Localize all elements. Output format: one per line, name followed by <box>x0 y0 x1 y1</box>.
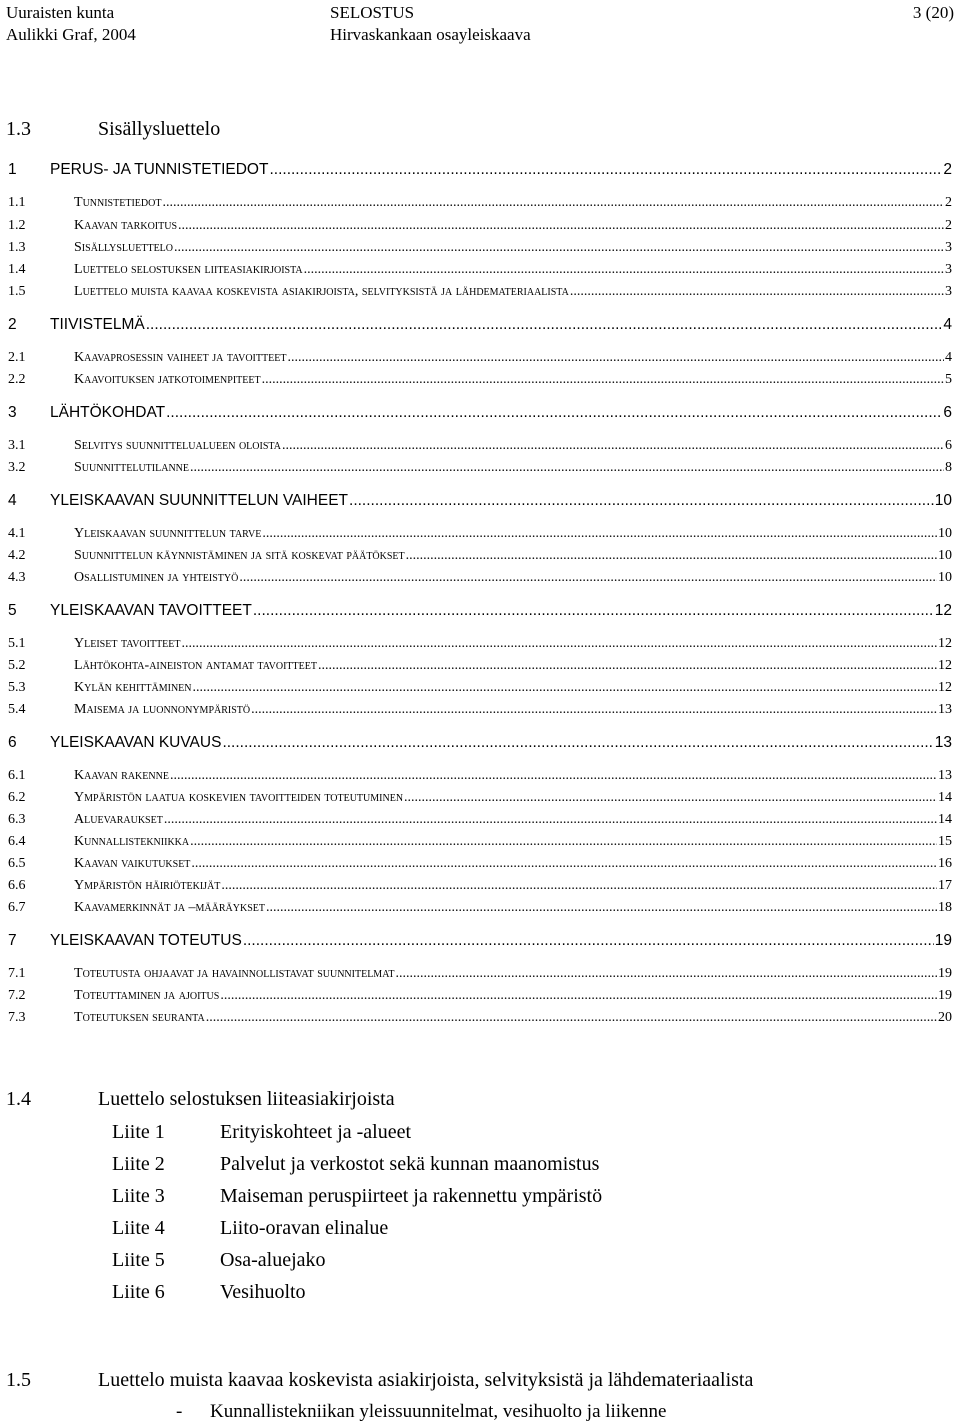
annex-item <box>112 1121 411 1144</box>
toc-dot-leader <box>190 834 937 850</box>
toc-entry-page: 6 <box>943 404 952 421</box>
other-docs-heading <box>6 1369 753 1392</box>
toc-dot-leader <box>253 602 934 620</box>
toc-entry-title: kaavamerkinnät ja –määräykset <box>74 900 265 915</box>
toc-entry-page: 19 <box>938 966 952 981</box>
annex-title: Maiseman peruspiirteet ja rakennettu ympäristö <box>220 1185 603 1207</box>
toc-entry[interactable] <box>8 570 952 586</box>
toc-entry-title: luettelo selostuksen liiteasiakirjoista <box>74 262 303 277</box>
toc-entry-title: maisema ja luonnonympäristö <box>74 702 251 717</box>
toc-entry-page: 10 <box>934 492 952 509</box>
annex-heading-number: 1.4 <box>6 1088 31 1110</box>
toc-entry-title: suunnittelun käynnistäminen ja sitä koskevat päätökset <box>74 548 405 563</box>
toc-entry-page: 5 <box>945 372 952 387</box>
toc-entry-number: 7 <box>8 932 17 949</box>
toc-entry-number: 7.2 <box>8 988 26 1003</box>
annex-title: Palvelut ja verkostot sekä kunnan maanomistus <box>220 1153 600 1175</box>
toc-entry[interactable] <box>8 702 952 718</box>
toc-entry[interactable] <box>8 966 952 982</box>
toc-entry-page: 20 <box>938 1010 952 1025</box>
toc-entry[interactable] <box>8 680 952 696</box>
toc-entry[interactable] <box>8 548 952 564</box>
toc-entry[interactable] <box>8 316 952 334</box>
toc-entry[interactable] <box>8 492 952 510</box>
toc-entry-page: 3 <box>945 240 952 255</box>
toc-dot-leader <box>190 460 944 476</box>
toc-entry[interactable] <box>8 988 952 1004</box>
toc-entry-title: selvitys suunnittelualueen oloista <box>74 438 281 453</box>
toc-entry-number: 7.1 <box>8 966 26 981</box>
toc-entry-number: 1.5 <box>8 284 26 299</box>
toc-entry-page: 19 <box>938 988 952 1003</box>
toc-dot-leader <box>269 161 942 179</box>
toc-entry[interactable] <box>8 218 952 234</box>
page-header <box>0 0 960 46</box>
toc-dot-leader <box>266 900 937 916</box>
toc-entry-page: 3 <box>945 262 952 277</box>
toc-dot-leader <box>220 988 937 1004</box>
toc-entry-title: ympäristön häiriötekijät <box>74 878 221 893</box>
header-doc-name: Hirvaskankaan osayleiskaava <box>330 25 531 44</box>
annex-label: Liite 3 <box>112 1185 165 1207</box>
annex-label: Liite 5 <box>112 1249 165 1271</box>
toc-entry-page: 6 <box>945 438 952 453</box>
toc-dot-leader <box>174 240 944 256</box>
toc-entry-title: yleiskaavan suunnittelun tarve <box>74 526 262 541</box>
toc-dot-leader <box>178 218 944 234</box>
toc-entry-title: luettelo muista kaavaa koskevista asiakirjoista, selvityksistä ja lähdemateriaalista <box>74 284 569 299</box>
toc-entry-title: TIIVISTELMÄ <box>50 316 145 333</box>
toc-entry-title: kylän kehittäminen <box>74 680 192 695</box>
toc-entry-number: 1.4 <box>8 262 26 277</box>
other-docs-item-text: Kunnallistekniikan yleissuunnitelmat, vesihuolto ja liikenne <box>210 1401 667 1422</box>
toc-dot-leader <box>282 438 944 454</box>
toc-entry-title: lähtökohta-aineiston antamat tavoitteet <box>74 658 317 673</box>
toc-dot-leader <box>170 768 937 784</box>
toc-entry-number: 6.7 <box>8 900 26 915</box>
toc-dot-leader <box>262 526 937 542</box>
toc-dot-leader <box>191 856 937 872</box>
annex-item <box>112 1185 602 1208</box>
toc-dot-leader <box>221 878 937 894</box>
toc-entry[interactable] <box>8 372 952 388</box>
annex-title: Osa-aluejako <box>220 1249 326 1271</box>
toc-entry-number: 5.2 <box>8 658 26 673</box>
annex-heading-title: Luettelo selostuksen liiteasiakirjoista <box>98 1088 395 1110</box>
toc-entry-number: 6.5 <box>8 856 26 871</box>
toc-entry-title: aluevaraukset <box>74 812 163 827</box>
toc-dot-leader <box>146 316 943 334</box>
toc-entry-number: 2.1 <box>8 350 26 365</box>
toc-entry-number: 2 <box>8 316 17 333</box>
toc-entry-title: LÄHTÖKOHDAT <box>50 404 166 421</box>
list-dash: - <box>176 1401 183 1422</box>
toc-entry-number: 1.1 <box>8 195 26 210</box>
toc-entry-page: 10 <box>938 548 952 563</box>
toc-entry[interactable] <box>8 1010 952 1026</box>
toc-dot-leader <box>404 790 937 806</box>
toc-entry-title: kaavaprosessin vaiheet ja tavoitteet <box>74 350 287 365</box>
annex-title: Liito-oravan elinalue <box>220 1217 389 1239</box>
annex-item <box>112 1249 326 1272</box>
annex-item <box>112 1153 599 1176</box>
toc-entry-number: 4.1 <box>8 526 26 541</box>
toc-dot-leader <box>395 966 937 982</box>
toc-dot-leader <box>162 195 944 211</box>
annex-title: Vesihuolto <box>220 1281 306 1303</box>
toc-entry-title: yleiset tavoitteet <box>74 636 181 651</box>
toc-entry-number: 1.3 <box>8 240 26 255</box>
toc-entry-number: 5.4 <box>8 702 26 717</box>
toc-entry-title: toteutuksen seuranta <box>74 1010 205 1025</box>
toc-dot-leader <box>164 812 937 828</box>
toc-entry-title: toteutusta ohjaavat ja havainnollistavat suunnitelmat <box>74 966 395 981</box>
toc-heading-title: Sisällysluettelo <box>98 118 221 140</box>
toc-entry-page: 14 <box>938 790 952 805</box>
toc-entry-page: 2 <box>945 195 952 210</box>
toc-entry-page: 4 <box>943 316 952 333</box>
toc-entry-number: 2.2 <box>8 372 26 387</box>
toc-dot-leader <box>222 734 933 752</box>
toc-entry-page: 8 <box>945 460 952 475</box>
toc-entry[interactable] <box>8 284 952 300</box>
toc-entry-title: YLEISKAAVAN KUVAUS <box>50 734 222 751</box>
header-page-number: 3 (20) <box>912 3 954 22</box>
toc-entry[interactable] <box>8 161 952 179</box>
toc-dot-leader <box>206 1010 937 1026</box>
header-org: Uuraisten kunta <box>6 3 115 22</box>
toc-entry[interactable] <box>8 262 952 278</box>
toc-entry[interactable] <box>8 834 952 850</box>
toc-entry-page: 10 <box>938 526 952 541</box>
other-docs-item <box>176 1401 666 1423</box>
toc-entry-page: 12 <box>934 602 952 619</box>
toc-entry-number: 6.2 <box>8 790 26 805</box>
toc-entry-title: kaavan rakenne <box>74 768 169 783</box>
toc-entry[interactable] <box>8 636 952 652</box>
toc-entry-page: 10 <box>938 570 952 585</box>
toc-entry-number: 6 <box>8 734 17 751</box>
toc-entry-title: kaavoituksen jatkotoimenpiteet <box>74 372 261 387</box>
toc-entry-page: 2 <box>945 218 952 233</box>
toc-dot-leader <box>349 492 934 510</box>
toc-entry-number: 5.1 <box>8 636 26 651</box>
toc-entry-title: kaavan vaikutukset <box>74 856 191 871</box>
toc-entry-page: 15 <box>938 834 952 849</box>
toc-entry-title: YLEISKAAVAN TOTEUTUS <box>50 932 242 949</box>
toc-entry-page: 12 <box>938 658 952 673</box>
toc-dot-leader <box>287 350 944 366</box>
toc-entry[interactable] <box>8 460 952 476</box>
toc-entry[interactable] <box>8 812 952 828</box>
toc-entry[interactable] <box>8 350 952 366</box>
toc-entry-page: 13 <box>938 702 952 717</box>
toc-entry-number: 1 <box>8 161 17 178</box>
toc-entry-title: tunnistetiedot <box>74 195 162 210</box>
toc-dot-leader <box>304 262 944 278</box>
toc-entry-title: kunnallistekniikka <box>74 834 190 849</box>
other-docs-heading-number: 1.5 <box>6 1369 31 1391</box>
toc-entry-page: 4 <box>945 350 952 365</box>
toc-entry-number: 6.4 <box>8 834 26 849</box>
toc-entry-number: 3 <box>8 404 17 421</box>
toc-entry-title: toteuttaminen ja ajoitus <box>74 988 220 1003</box>
annex-heading <box>6 1088 395 1111</box>
header-doc-type: SELOSTUS <box>330 3 415 22</box>
toc-entry[interactable] <box>8 658 952 674</box>
toc-entry-title: kaavan tarkoitus <box>74 218 178 233</box>
toc-entry-number: 4 <box>8 492 17 509</box>
toc-entry[interactable] <box>8 932 952 950</box>
toc-dot-leader <box>166 404 942 422</box>
toc-entry-number: 6.1 <box>8 768 26 783</box>
toc-dot-leader <box>182 636 937 652</box>
toc-entry[interactable] <box>8 195 952 211</box>
toc-entry-number: 6.6 <box>8 878 26 893</box>
toc-dot-leader <box>406 548 937 564</box>
toc-entry-page: 19 <box>934 932 952 949</box>
annex-label: Liite 1 <box>112 1121 165 1143</box>
toc-entry-title: YLEISKAAVAN TAVOITTEET <box>50 602 252 619</box>
annex-item <box>112 1217 388 1240</box>
toc-entry-number: 5.3 <box>8 680 26 695</box>
toc-entry-number: 7.3 <box>8 1010 26 1025</box>
toc-entry-number: 4.2 <box>8 548 26 563</box>
toc-entry[interactable] <box>8 602 952 620</box>
toc-heading-number: 1.3 <box>6 118 31 140</box>
toc-entry-title: YLEISKAAVAN SUUNNITTELUN VAIHEET <box>50 492 349 509</box>
annex-label: Liite 2 <box>112 1153 165 1175</box>
toc-entry[interactable] <box>8 768 952 784</box>
toc-entry-page: 14 <box>938 812 952 827</box>
toc-dot-leader <box>318 658 937 674</box>
header-author: Aulikki Graf, 2004 <box>6 25 136 44</box>
toc-dot-leader <box>243 932 934 950</box>
toc-dot-leader <box>251 702 937 718</box>
toc-entry-page: 16 <box>938 856 952 871</box>
toc-entry-number: 6.3 <box>8 812 26 827</box>
toc-entry-title: sisällysluettelo <box>74 240 174 255</box>
toc-entry-page: 13 <box>934 734 952 751</box>
toc-entry-number: 3.2 <box>8 460 26 475</box>
toc-entry-number: 4.3 <box>8 570 26 585</box>
toc-entry[interactable] <box>8 526 952 542</box>
toc-entry-page: 17 <box>938 878 952 893</box>
toc-entry-number: 3.1 <box>8 438 26 453</box>
annex-label: Liite 6 <box>112 1281 165 1303</box>
annex-item <box>112 1281 306 1304</box>
toc-heading <box>6 118 220 141</box>
toc-entry-number: 5 <box>8 602 17 619</box>
toc-entry[interactable] <box>8 438 952 454</box>
toc-entry-page: 3 <box>945 284 952 299</box>
toc-entry[interactable] <box>8 878 952 894</box>
toc-entry[interactable] <box>8 240 952 256</box>
toc-entry-title: ympäristön laatua koskevien tavoitteiden toteutuminen <box>74 790 404 805</box>
toc-entry-page: 2 <box>943 161 952 178</box>
toc-entry-page: 13 <box>938 768 952 783</box>
toc-entry-title: osallistuminen ja yhteistyö <box>74 570 239 585</box>
toc-entry-title: PERUS- JA TUNNISTETIEDOT <box>50 161 269 178</box>
toc-entry-page: 18 <box>938 900 952 915</box>
annex-label: Liite 4 <box>112 1217 165 1239</box>
toc-entry[interactable] <box>8 856 952 872</box>
toc-entry[interactable] <box>8 404 952 422</box>
toc-dot-leader <box>262 372 944 388</box>
toc-entry[interactable] <box>8 900 952 916</box>
toc-entry[interactable] <box>8 734 952 752</box>
annex-title: Erityiskohteet ja -alueet <box>220 1121 412 1143</box>
other-docs-heading-title: Luettelo muista kaavaa koskevista asiakirjoista, selvityksistä ja lähdemateriaalista <box>98 1369 754 1391</box>
toc-entry-page: 12 <box>938 636 952 651</box>
toc-dot-leader <box>570 284 944 300</box>
toc-entry-title: suunnittelutilanne <box>74 460 189 475</box>
toc-entry-number: 1.2 <box>8 218 26 233</box>
toc-entry[interactable] <box>8 790 952 806</box>
toc-dot-leader <box>193 680 938 696</box>
toc-entry-page: 12 <box>938 680 952 695</box>
toc-dot-leader <box>239 570 937 586</box>
